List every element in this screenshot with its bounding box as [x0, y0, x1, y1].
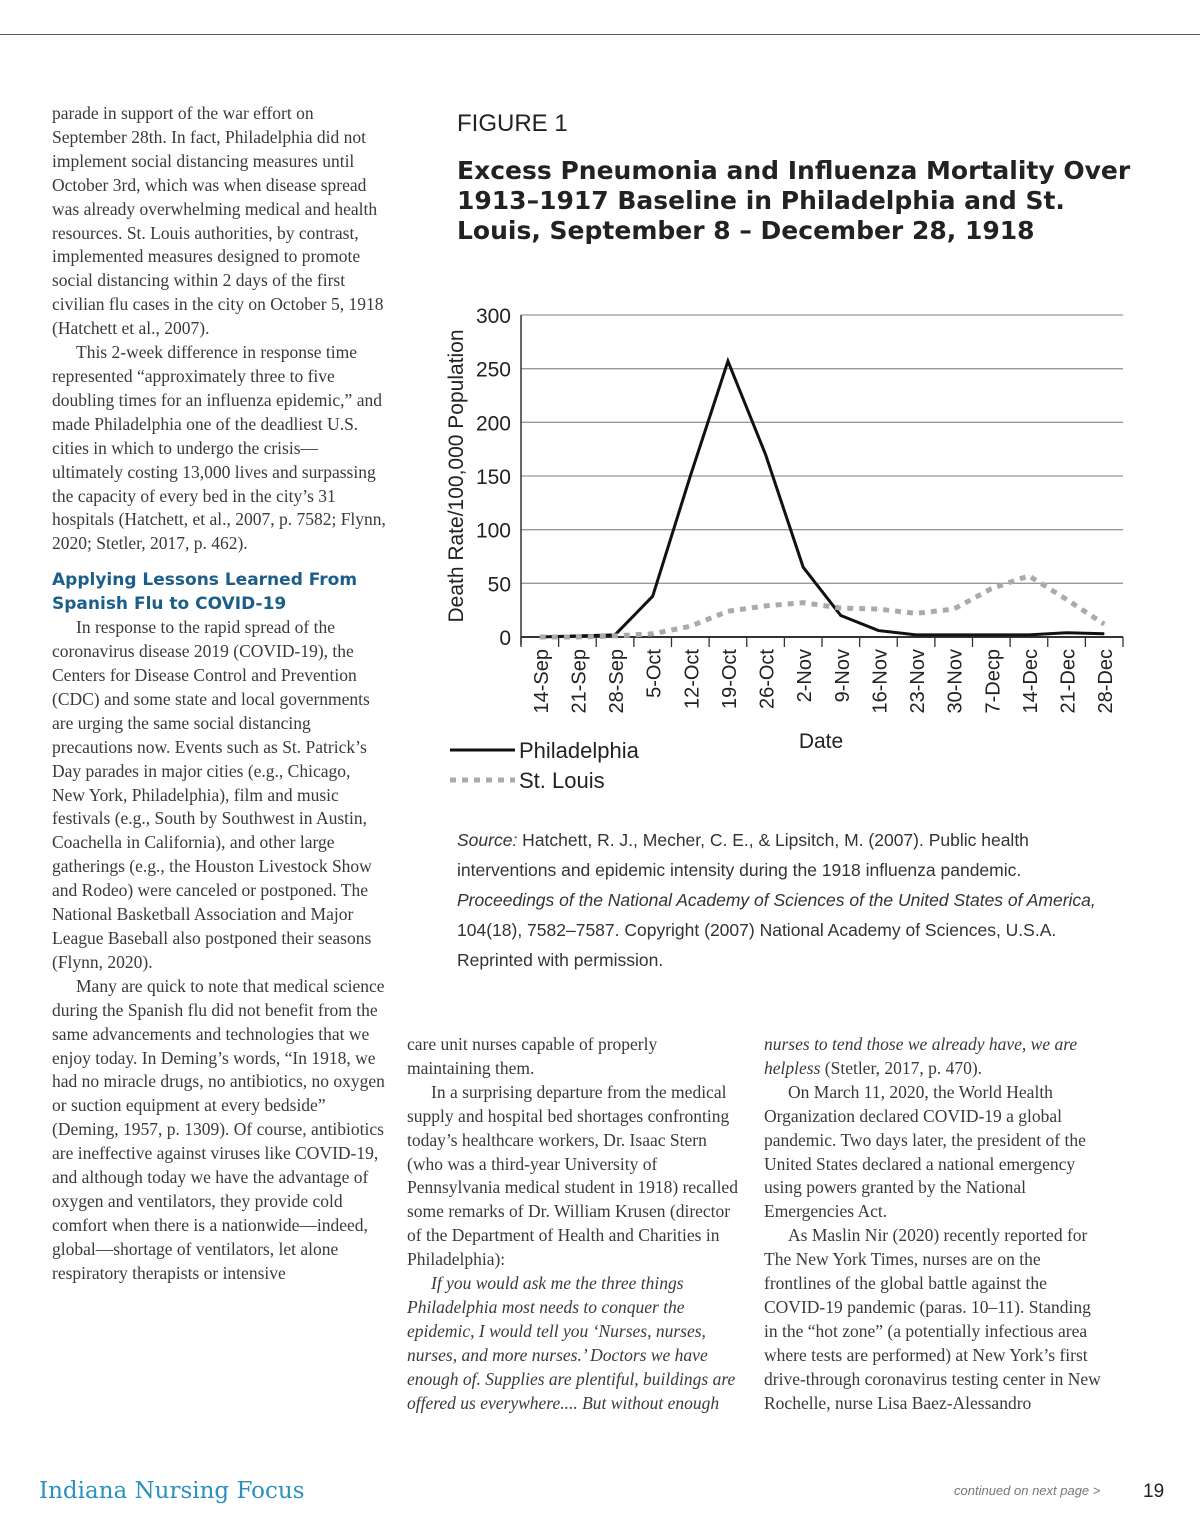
line-chart [430, 295, 1140, 805]
y-axis-label: Death Rate/100,000 Population [445, 329, 468, 623]
data-point [1028, 634, 1029, 635]
data-point [727, 361, 728, 362]
y-tick-label: 150 [475, 466, 511, 489]
data-point [615, 635, 616, 636]
y-tick-label: 200 [475, 412, 511, 436]
paragraph: Many are quick to note that medical science during the Spanish flu did not benefit from the same advancements and technologies that we enjoy today. In Deming’s words, “In 1918, we had no miracle drugs, no antibiotics, no oxygen or suction equipment at every bedside” (Deming, 1957, p. 1309). Of course, antibiotics are ineffective against viruses like COVID-19, and although today we have the advantage of oxygen and ventilators, they provide cold comfort when there is a nationwide—indeed, global—shortage of ventilators, let alone respiratory therapists or intensive [52, 975, 385, 1283]
x-tick-label: 5-Oct [643, 649, 666, 698]
data-point [953, 609, 954, 610]
data-point [690, 476, 691, 477]
data-point [840, 615, 841, 616]
x-tick-label: 28-Dec [1095, 649, 1118, 714]
data-point [765, 454, 766, 455]
data-point [916, 613, 917, 614]
x-tick-label: 30-Nov [944, 649, 967, 714]
paragraph: In a surprising departure from the medical supply and hospital bed shortages confronting today’s healthcare workers, Dr. Isaac Stern (who was a third-year University of Pennsylvania medical student in 1918) recalled some remarks of Dr. William Krusen (director of the Department of Health and Charities in Philadelphia): [407, 1081, 738, 1270]
x-tick-label: 14-Dec [1019, 649, 1042, 714]
section-heading: Applying Lessons Learned From Spanish Flu to COVID-19 [52, 570, 358, 615]
y-tick-label: 0 [499, 627, 511, 650]
header-rule [0, 34, 1200, 35]
source-label: Source: [457, 830, 518, 850]
data-point [991, 634, 992, 635]
data-point [652, 596, 653, 597]
block-quote: If you would ask me the three things Philadelphia most needs to conquer the epidemic, I would tell you ‘Nurses, nurses, nurses, and more nurses.’ Doctors we have enough of. Supplies are plentiful, buildings are offered us everywhere.... But without enough [407, 1273, 736, 1413]
x-tick-label: 7-Decp [982, 649, 1005, 714]
data-point [1104, 633, 1105, 634]
x-tick-label: 21-Sep [568, 649, 591, 714]
text-column-3 [764, 1033, 1104, 1416]
paragraph: parade in support of the war effort on September 28th. In fact, Philadelphia did not implement social distancing measures until October 3rd, which was when disease spread was already overwhelming medical and health resources. St. Louis authorities, by contrast, implemented measures designed to promote social distancing within 2 days of the first civilian flu cases in the city on October 5, 1918 (Hatchett et al., 2007). [52, 103, 384, 339]
paragraph: This 2-week difference in response time represented “approximately three to five doubling times for an influenza epidemic,” and made Philadelphia one of the deadliest U.S. cities in which to undergo the crisis—ultimately costing 13,000 lives and surpassing the capacity of every bed in the city’s 31 hospitals (Hatchett, et al., 2007, p. 7582; Flynn, 2020; Stetler, 2017, p. 462). [52, 342, 386, 554]
x-tick-label: 2-Nov [794, 649, 817, 703]
figure-title: Excess Pneumonia and Influenza Mortality Over 1913–1917 Baseline in Philadelphia and St. Louis, September 8 – December 28, 1918 [457, 156, 1131, 245]
text-column-1 [52, 102, 387, 1286]
paragraph: On March 11, 2020, the World Health Organization declared COVID-19 a global pandemic. Two days later, the president of the United States declared a national emergency using powers granted by the National Emergencies Act. [764, 1081, 1086, 1222]
x-tick-label: 21-Dec [1057, 649, 1080, 714]
citation: (Stetler, 2017, p. 470). [820, 1057, 983, 1078]
data-point [727, 611, 728, 612]
y-tick-label: 100 [475, 519, 511, 543]
data-point [690, 626, 691, 627]
quote-end: nurses to tend those we already have, we are helpless [764, 1034, 1078, 1078]
paragraph: In response to the rapid spread of the coronavirus disease 2019 (COVID-19), the Centers for Disease Control and Prevention (CDC) and some state and local governments are urging the same social distancing precautions now. Events such as St. Patrick’s Day parades in major cities (e.g., Chicago, New York, Philadelphia), film and music festivals (e.g., South by Southwest in Austin, Coachella in California), and other large gatherings (e.g., the Houston Livestock Show and Rodeo) were canceled or postponed. The National Basketball Association and Major League Baseball also postponed their seasons (Flynn, 2020). [52, 617, 372, 972]
data-point [991, 588, 992, 589]
data-point [916, 634, 917, 635]
legend-label: Philadelphia [519, 738, 639, 763]
paragraph: care unit nurses capable of properly maintaining them. [407, 1034, 658, 1078]
paragraph [764, 1033, 1104, 1081]
text-column-2 [407, 1033, 742, 1416]
x-tick-label: 9-Nov [831, 649, 854, 703]
data-point [1066, 599, 1067, 600]
source-journal: Proceedings of the National Academy of Sciences of the United States of America, [457, 890, 1096, 910]
source-tail: 104(18), 7582–7587. Copyright (2007) National Academy of Sciences, U.S.A. Reprinted with permission. [457, 920, 1057, 970]
data-point [1066, 632, 1067, 633]
x-tick-label: 12-Oct [681, 649, 704, 710]
figure-label: FIGURE 1 [457, 110, 568, 137]
data-point [652, 633, 653, 634]
page-number: 19 [1143, 1481, 1165, 1502]
data-point [803, 602, 804, 603]
data-point [1104, 624, 1105, 625]
data-point [539, 637, 540, 638]
series-line-philadelphia [540, 361, 1104, 637]
figure-source [457, 825, 1097, 975]
y-tick-label: 300 [475, 305, 511, 328]
data-point [840, 608, 841, 609]
data-point [803, 567, 804, 568]
source-text: Hatchett, R. J., Mecher, C. E., & Lipsitch, M. (2007). Public health interventions and epidemic intensity during the 1918 influenza pandemic. [457, 830, 1029, 880]
y-tick-label: 250 [475, 358, 511, 382]
x-tick-label: 16-Nov [869, 649, 892, 714]
x-tick-label: 28-Sep [606, 649, 629, 714]
x-tick-label: 14-Sep [530, 649, 553, 714]
data-point [1028, 575, 1029, 576]
y-tick-label: 50 [487, 573, 511, 597]
data-point [878, 630, 879, 631]
series-line-st-louis [540, 576, 1104, 637]
x-tick-label: 19-Oct [718, 649, 741, 710]
x-axis-label: Date [798, 730, 844, 753]
continued-note: continued on next page > [954, 1483, 1101, 1498]
legend-label: St. Louis [519, 768, 605, 793]
data-point [953, 634, 954, 635]
data-point [878, 609, 879, 610]
data-point [577, 637, 578, 638]
x-tick-label: 26-Oct [756, 649, 779, 710]
x-tick-label: 23-Nov [907, 649, 930, 714]
paragraph: As Maslin Nir (2020) recently reported for The New York Times, nurses are on the frontlines of the global battle against the COVID-19 pandemic (paras. 10–11). Standing in the “hot zone” (a potentially infectious area where tests are performed) at New York’s first drive-through coronavirus testing center in New Rochelle, nurse Lisa Baez-Alessandro [764, 1225, 1101, 1413]
publication-name: Indiana Nursing Focus [39, 1478, 305, 1504]
data-point [765, 605, 766, 606]
